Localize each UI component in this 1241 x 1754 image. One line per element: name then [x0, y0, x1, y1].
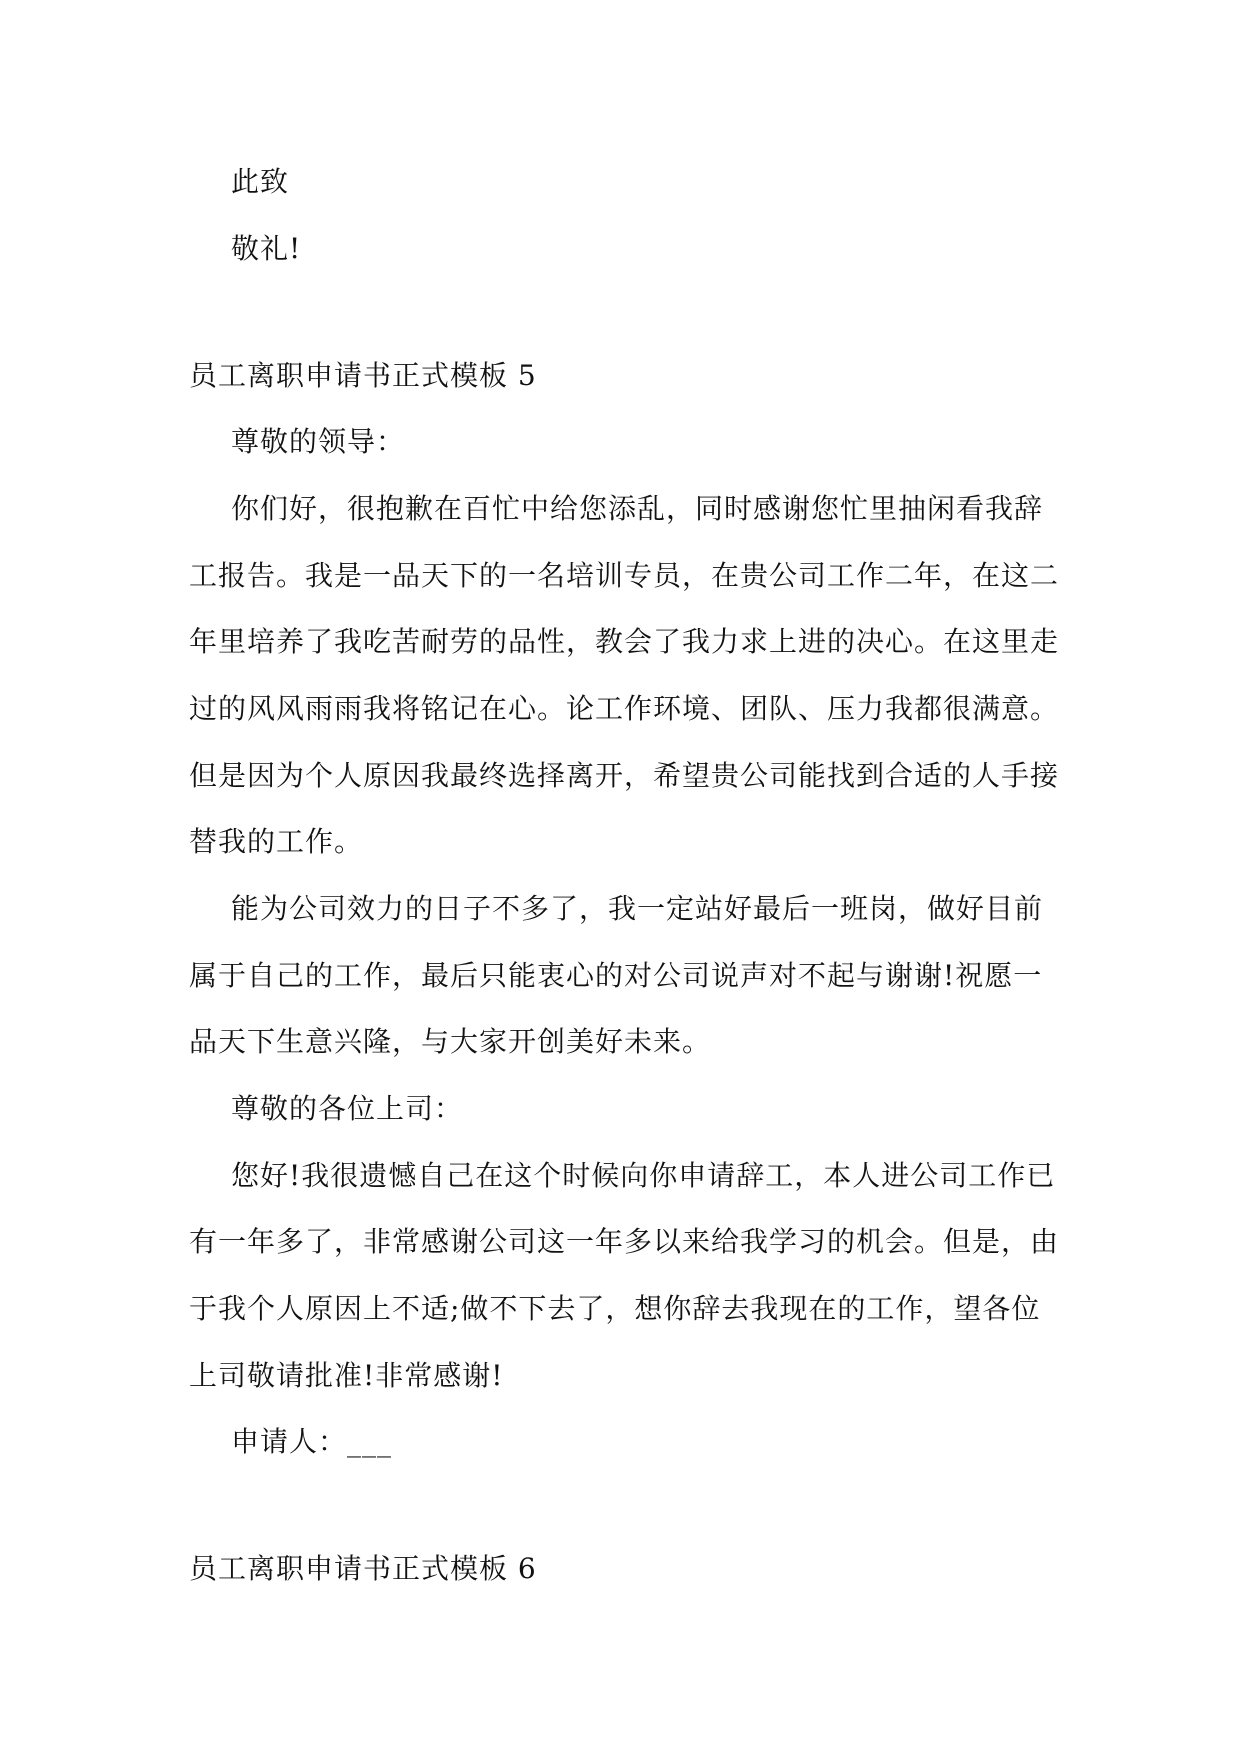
paragraph-line: 但是因为个人原因我最终选择离开，希望贵公司能找到合适的人手接	[189, 759, 1060, 792]
paragraph-line: 属于自己的工作，最后只能衷心的对公司说声对不起与谢谢!祝愿一	[189, 959, 1043, 992]
section-title-5: 员工离职申请书正式模板 5	[189, 359, 537, 392]
paragraph-line: 工报告。我是一品天下的一名培训专员，在贵公司工作二年，在这二	[189, 559, 1060, 592]
paragraph-line: 品天下生意兴隆，与大家开创美好未来。	[189, 1025, 712, 1058]
section-title-6: 员工离职申请书正式模板 6	[189, 1552, 537, 1585]
closing-salutation: 此致	[231, 165, 290, 198]
paragraph-line: 有一年多了，非常感谢公司这一年多以来给我学习的机会。但是，由	[189, 1225, 1060, 1258]
greeting-superiors: 尊敬的各位上司：	[231, 1092, 464, 1125]
paragraph-line: 上司敬请批准!非常感谢!	[189, 1359, 504, 1392]
paragraph-line: 年里培养了我吃苦耐劳的品性，教会了我力求上进的决心。在这里走	[189, 625, 1060, 658]
applicant-signature-line: 申请人：___	[231, 1425, 393, 1458]
paragraph-line: 过的风风雨雨我将铭记在心。论工作环境、团队、压力我都很满意。	[189, 692, 1060, 725]
paragraph-line: 能为公司效力的日子不多了，我一定站好最后一班岗，做好目前	[231, 892, 1044, 925]
paragraph-line: 替我的工作。	[189, 825, 364, 858]
paragraph-line: 于我个人原因上不适;做不下去了，想你辞去我现在的工作，望各位	[189, 1292, 1041, 1325]
paragraph-line: 你们好，很抱歉在百忙中给您添乱，同时感谢您忙里抽闲看我辞	[231, 492, 1044, 525]
greeting-leader: 尊敬的领导：	[231, 425, 406, 458]
closing-regards: 敬礼!	[231, 232, 302, 265]
paragraph-line: 您好!我很遗憾自己在这个时候向你申请辞工，本人进公司工作已	[231, 1159, 1056, 1192]
